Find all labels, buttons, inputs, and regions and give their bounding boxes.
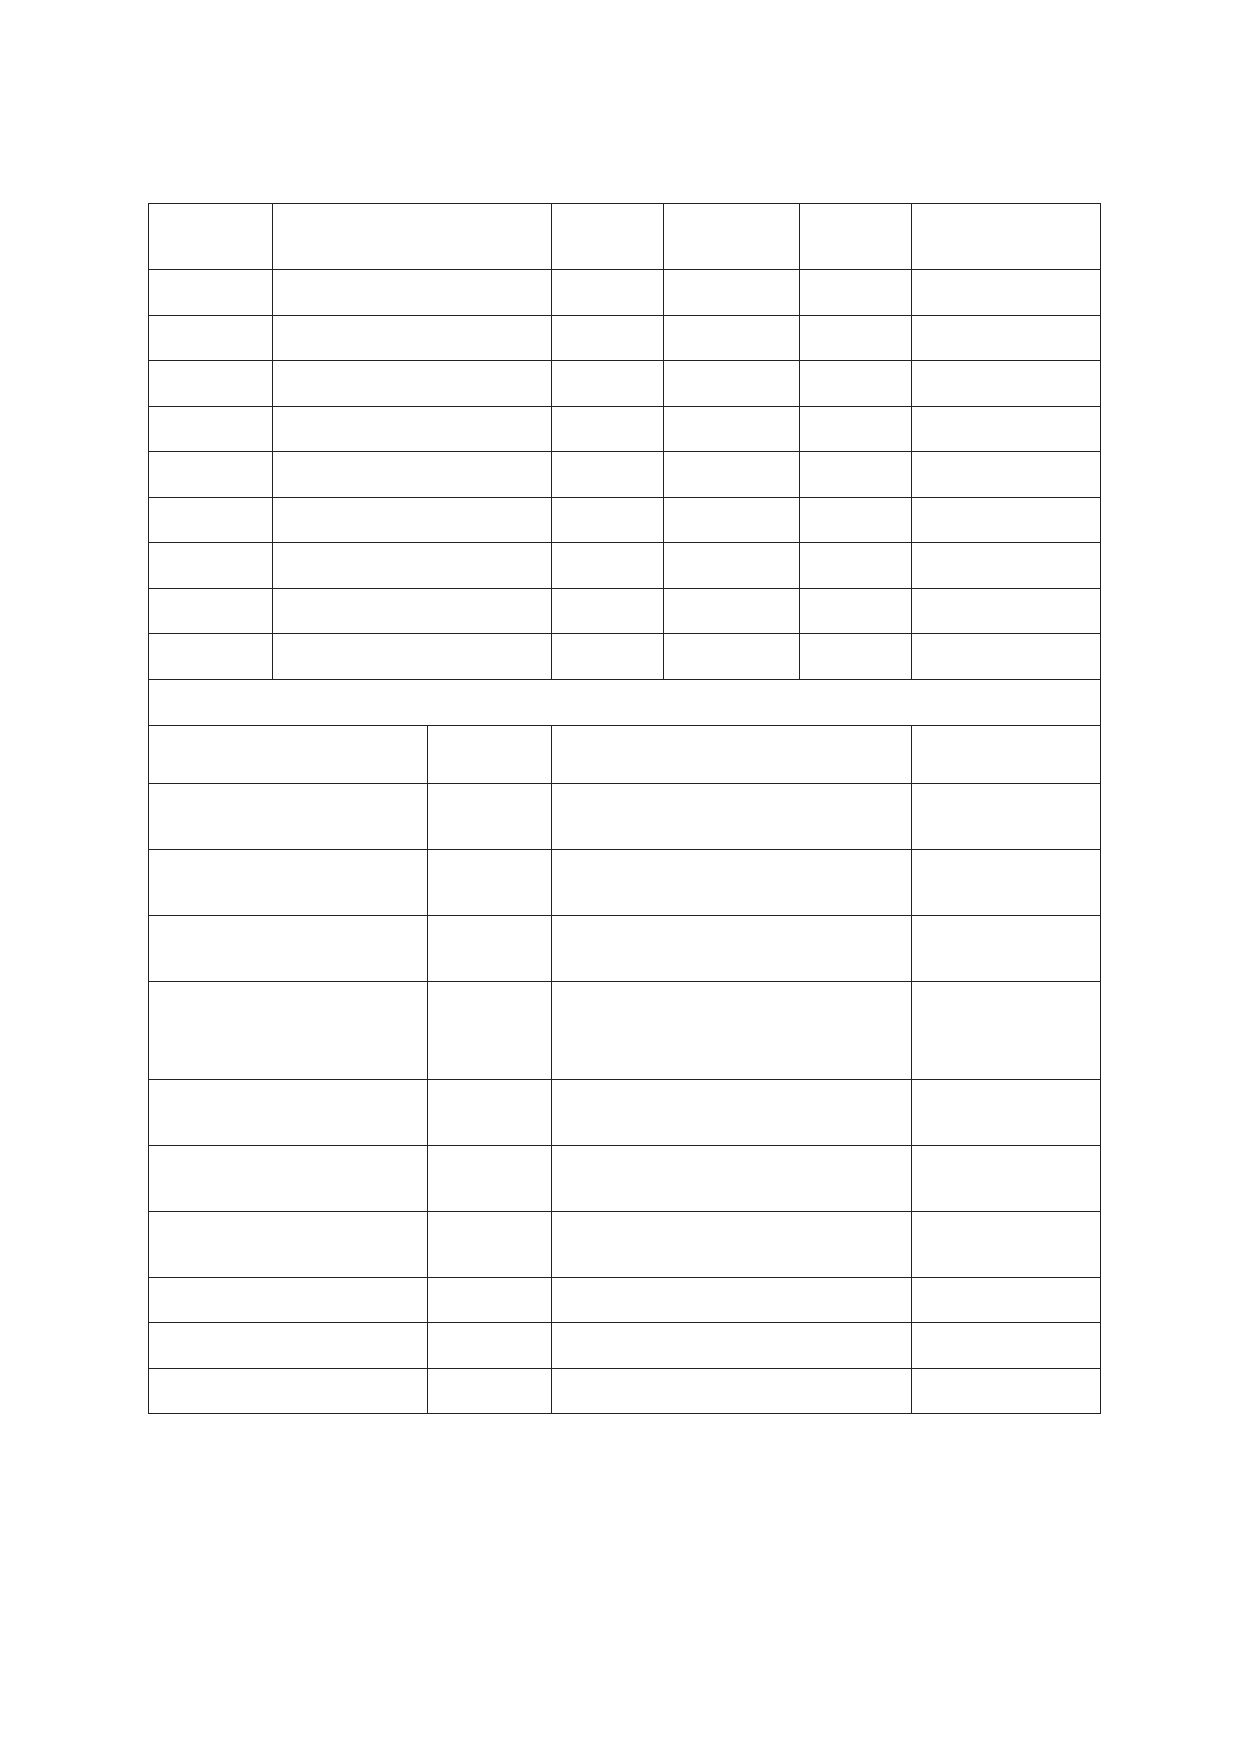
empty-cell — [664, 406, 800, 452]
empty-cell — [552, 497, 664, 543]
base-row — [149, 915, 1101, 981]
empty-cell — [552, 1323, 912, 1369]
empty-cell — [800, 634, 912, 680]
award-row — [149, 204, 1101, 270]
empty-cell — [800, 588, 912, 634]
base-people — [912, 981, 1101, 1079]
base-people — [912, 783, 1101, 849]
award-name — [273, 204, 552, 270]
empty-cell — [912, 270, 1101, 316]
base-row — [149, 783, 1101, 849]
empty-cell — [149, 270, 273, 316]
award-count — [800, 204, 912, 270]
empty-cell — [428, 1368, 552, 1414]
empty-cell — [273, 361, 552, 407]
base-unit — [149, 1211, 428, 1277]
empty-cell — [552, 543, 664, 589]
empty-cell — [273, 634, 552, 680]
empty-cell — [912, 1368, 1101, 1414]
base-people — [912, 1145, 1101, 1211]
empty-cell — [912, 1277, 1101, 1323]
empty-cell — [800, 406, 912, 452]
base-task — [552, 1079, 912, 1145]
empty-cell — [149, 634, 273, 680]
base-task — [552, 783, 912, 849]
base-agreement — [428, 783, 552, 849]
award-empty-row — [149, 315, 1101, 361]
base-task — [552, 981, 912, 1079]
empty-cell — [912, 497, 1101, 543]
award-empty-row — [149, 497, 1101, 543]
base-people — [912, 915, 1101, 981]
base-unit — [149, 981, 428, 1079]
award-prize — [664, 204, 800, 270]
award-org — [912, 204, 1101, 270]
base-task — [552, 1145, 912, 1211]
base-agreement — [428, 1211, 552, 1277]
base-unit — [149, 915, 428, 981]
base-row — [149, 849, 1101, 915]
bases-header-unit — [149, 725, 428, 783]
empty-cell — [273, 543, 552, 589]
empty-cell — [149, 1277, 428, 1323]
base-task — [552, 849, 912, 915]
empty-cell — [428, 1277, 552, 1323]
base-empty-row — [149, 1368, 1101, 1414]
award-empty-row — [149, 452, 1101, 498]
base-agreement — [428, 849, 552, 915]
empty-cell — [552, 452, 664, 498]
base-agreement — [428, 1079, 552, 1145]
empty-cell — [552, 588, 664, 634]
empty-cell — [800, 315, 912, 361]
base-people — [912, 1211, 1101, 1277]
empty-cell — [664, 588, 800, 634]
bases-title-row — [149, 679, 1101, 725]
empty-cell — [664, 452, 800, 498]
base-people — [912, 1079, 1101, 1145]
empty-cell — [149, 315, 273, 361]
empty-cell — [912, 543, 1101, 589]
empty-cell — [428, 1323, 552, 1369]
empty-cell — [149, 452, 273, 498]
bases-header-people — [912, 725, 1101, 783]
empty-cell — [149, 497, 273, 543]
empty-cell — [552, 315, 664, 361]
empty-cell — [800, 452, 912, 498]
empty-cell — [149, 361, 273, 407]
award-year — [149, 204, 273, 270]
base-people — [912, 849, 1101, 915]
empty-cell — [664, 315, 800, 361]
empty-cell — [149, 1368, 428, 1414]
bases-header-row — [149, 725, 1101, 783]
empty-cell — [149, 1323, 428, 1369]
empty-cell — [273, 406, 552, 452]
empty-cell — [664, 361, 800, 407]
empty-cell — [273, 588, 552, 634]
empty-cell — [552, 270, 664, 316]
base-empty-row — [149, 1323, 1101, 1369]
empty-cell — [912, 315, 1101, 361]
empty-cell — [273, 315, 552, 361]
base-unit — [149, 849, 428, 915]
base-task — [552, 915, 912, 981]
bases-header-task — [552, 725, 912, 783]
empty-cell — [912, 1323, 1101, 1369]
award-empty-row — [149, 406, 1101, 452]
empty-cell — [149, 406, 273, 452]
base-unit — [149, 1079, 428, 1145]
base-agreement — [428, 915, 552, 981]
empty-cell — [912, 361, 1101, 407]
empty-cell — [800, 543, 912, 589]
empty-cell — [149, 588, 273, 634]
empty-cell — [273, 497, 552, 543]
empty-cell — [664, 270, 800, 316]
base-agreement — [428, 981, 552, 1079]
empty-cell — [273, 452, 552, 498]
base-empty-row — [149, 1277, 1101, 1323]
base-row — [149, 1079, 1101, 1145]
base-row — [149, 981, 1101, 1079]
bases-header-agreement — [428, 725, 552, 783]
award-empty-row — [149, 634, 1101, 680]
empty-cell — [912, 634, 1101, 680]
empty-cell — [800, 497, 912, 543]
award-level — [552, 204, 664, 270]
empty-cell — [912, 406, 1101, 452]
empty-cell — [664, 634, 800, 680]
empty-cell — [273, 270, 552, 316]
empty-cell — [664, 497, 800, 543]
bases-section-title — [149, 679, 1101, 725]
base-unit — [149, 783, 428, 849]
empty-cell — [912, 452, 1101, 498]
empty-cell — [912, 588, 1101, 634]
award-empty-row — [149, 543, 1101, 589]
award-empty-row — [149, 588, 1101, 634]
empty-cell — [552, 361, 664, 407]
empty-cell — [552, 634, 664, 680]
awards-and-bases-table — [148, 203, 1101, 1414]
empty-cell — [800, 270, 912, 316]
base-agreement — [428, 1145, 552, 1211]
empty-cell — [552, 1368, 912, 1414]
award-empty-row — [149, 270, 1101, 316]
empty-cell — [664, 543, 800, 589]
base-unit — [149, 1145, 428, 1211]
empty-cell — [800, 361, 912, 407]
empty-cell — [149, 543, 273, 589]
empty-cell — [552, 406, 664, 452]
base-task — [552, 1211, 912, 1277]
base-row — [149, 1211, 1101, 1277]
empty-cell — [552, 1277, 912, 1323]
base-row — [149, 1145, 1101, 1211]
award-empty-row — [149, 361, 1101, 407]
